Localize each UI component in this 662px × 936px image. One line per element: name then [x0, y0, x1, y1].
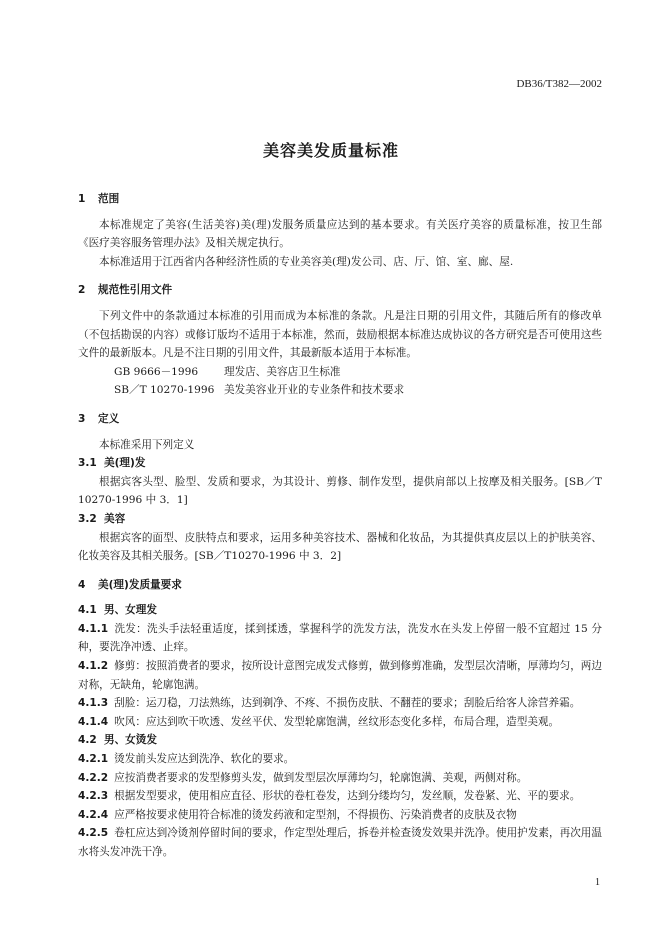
definition-text: 根据宾客的面型、皮肤特点和要求，运用多种美容技术、器械和化妆品，为其提供真皮层以上的护肤美容、化妆美容及其相关服务。[SB／T10270-1996 中 3．2]: [78, 531, 602, 563]
section-number: 3: [78, 412, 86, 425]
subsection-heading: [78, 601, 602, 620]
reference-item: [78, 363, 602, 382]
reference-item: [78, 381, 602, 400]
clause-number: 4.2.5: [78, 827, 109, 840]
page-title: 美容美发质量标准: [262, 141, 399, 160]
clause-item: [78, 750, 602, 769]
clause-text: 应按消费者要求的发型修剪头发，做到发型层次厚薄均匀，轮廓饱满、美观，两侧对称。: [114, 771, 528, 784]
clause-number: 4.2.4: [78, 808, 109, 821]
section-number: 2: [78, 284, 86, 297]
clause-item: [78, 713, 602, 732]
clause-number: 4.1.2: [78, 660, 109, 673]
paragraph: 本标准适用于江西省内各种经济性质的专业美容美(理)发公司、店、厅、馆、室、廊、屋.: [99, 255, 514, 268]
clause-item: [78, 824, 602, 861]
reference-code: GB 9666－1996: [114, 365, 199, 378]
reference-code: SB／T 10270-1996: [114, 384, 215, 397]
section-title: 美(理)发质量要求: [98, 578, 182, 591]
clause-text: 吹风：应达到吹干吹透、发丝平伏、发型轮廓饱满，丝纹形态变化多样，布局合理，造型美观。: [114, 715, 560, 728]
paragraph: 下列文件中的条款通过本标准的引用而成为本标准的条款。凡是注日期的引用文件，其随后所有的修改单（不包括勘误的内容）或修订版均不适用于本标准，然而，鼓励根据本标准达成协议的各方研究是否可使用这些文件的最新版本。凡是不注日期的引用文件，其最新版本适用于本标准。: [78, 309, 602, 360]
clause-item: [78, 769, 602, 788]
clause-item: [78, 806, 602, 825]
clause-number: 4.1.4: [78, 715, 109, 728]
clause-item: [78, 657, 602, 694]
definition-heading: [78, 454, 602, 473]
section-heading-2: [78, 281, 602, 300]
clause-text: 应严格按要求使用符合标准的烫发药液和定型剂，不得损伤、污染消费者的皮肤及衣物: [114, 808, 517, 821]
section-title: 规范性引用文件: [98, 284, 173, 297]
clause-number: 4.1.1: [78, 622, 109, 635]
definition-term: 美容: [104, 512, 126, 525]
clause-text: 修剪：按照消费者的要求，按所设计意图完成发式修剪，做到修剪准确，发型层次清晰，厚薄均匀，两边对称，无缺角，轮廓饱满。: [78, 660, 602, 691]
section-heading-3: [78, 410, 602, 429]
definition-text: 根据宾客头型、脸型、发质和要求，为其设计、剪修、制作发型，提供肩部以上按摩及相关服务。[SB／T 10270-1996 中 3．1]: [78, 475, 602, 507]
subsection-title: 男、女理发: [104, 604, 157, 617]
document-number: DB36/T382—2002: [516, 78, 602, 90]
clause-text: 刮脸：运刀稳，刀法熟练，达到剃净、不疼、不损伤皮肤、不翻茬的要求；刮脸后给客人涂营养霜。: [114, 697, 581, 710]
section-heading-1: [78, 190, 602, 209]
subsection-number: 4.1: [78, 604, 97, 617]
clause-number: 4.2.2: [78, 771, 109, 784]
paragraph: 本标准采用下列定义: [99, 438, 195, 451]
paragraph: 本标准规定了美容(生活美容)美(理)发服务质量应达到的基本要求。有关医疗美容的质量标准，按卫生部《医疗美容服务管理办法》及相关规定执行。: [78, 218, 602, 250]
subsection-heading: [78, 731, 602, 750]
clause-item: [78, 694, 602, 713]
section-title: 范围: [98, 193, 120, 205]
clause-item: [78, 620, 602, 657]
section-heading-4: [78, 576, 602, 595]
reference-name: 理发店、美容店卫生标准: [224, 365, 341, 378]
definition-number: 3.2: [78, 512, 97, 525]
subsection-title: 男、女烫发: [104, 734, 157, 747]
document-body: [78, 190, 602, 862]
clause-text: 根据发型要求，使用相应直径、形状的卷杠卷发，达到分缕均匀，发丝顺，发卷紧、光、平的要求。: [114, 790, 581, 803]
subsection-number: 4.2: [78, 734, 97, 747]
section-number: 4: [78, 578, 86, 591]
section-title: 定义: [98, 412, 120, 425]
clause-text: 洗发：洗头手法轻重适度，揉到揉透，掌握科学的洗发方法，洗发水在头发上停留一般不宜超过 15 分种，要洗净冲透、止痒。: [78, 622, 602, 654]
definition-number: 3.1: [78, 457, 97, 470]
section-number: 1: [78, 193, 86, 205]
definition-term: 美(理)发: [104, 457, 146, 470]
page-number: 1: [595, 877, 600, 888]
definition-heading: [78, 510, 602, 529]
reference-name: 美发美容业开业的专业条件和技术要求: [224, 384, 405, 397]
clause-number: 4.1.3: [78, 697, 109, 710]
clause-number: 4.2.3: [78, 790, 109, 803]
clause-text: 卷杠应达到冷烫剂停留时间的要求，作定型处理后，拆卷并检查烫发效果并洗净。使用护发素，再次用温水将头发冲洗干净。: [78, 827, 602, 858]
clause-number: 4.2.1: [78, 753, 109, 766]
clause-text: 烫发前头发应达到洗净、软化的要求。: [114, 753, 295, 766]
clause-item: [78, 787, 602, 806]
